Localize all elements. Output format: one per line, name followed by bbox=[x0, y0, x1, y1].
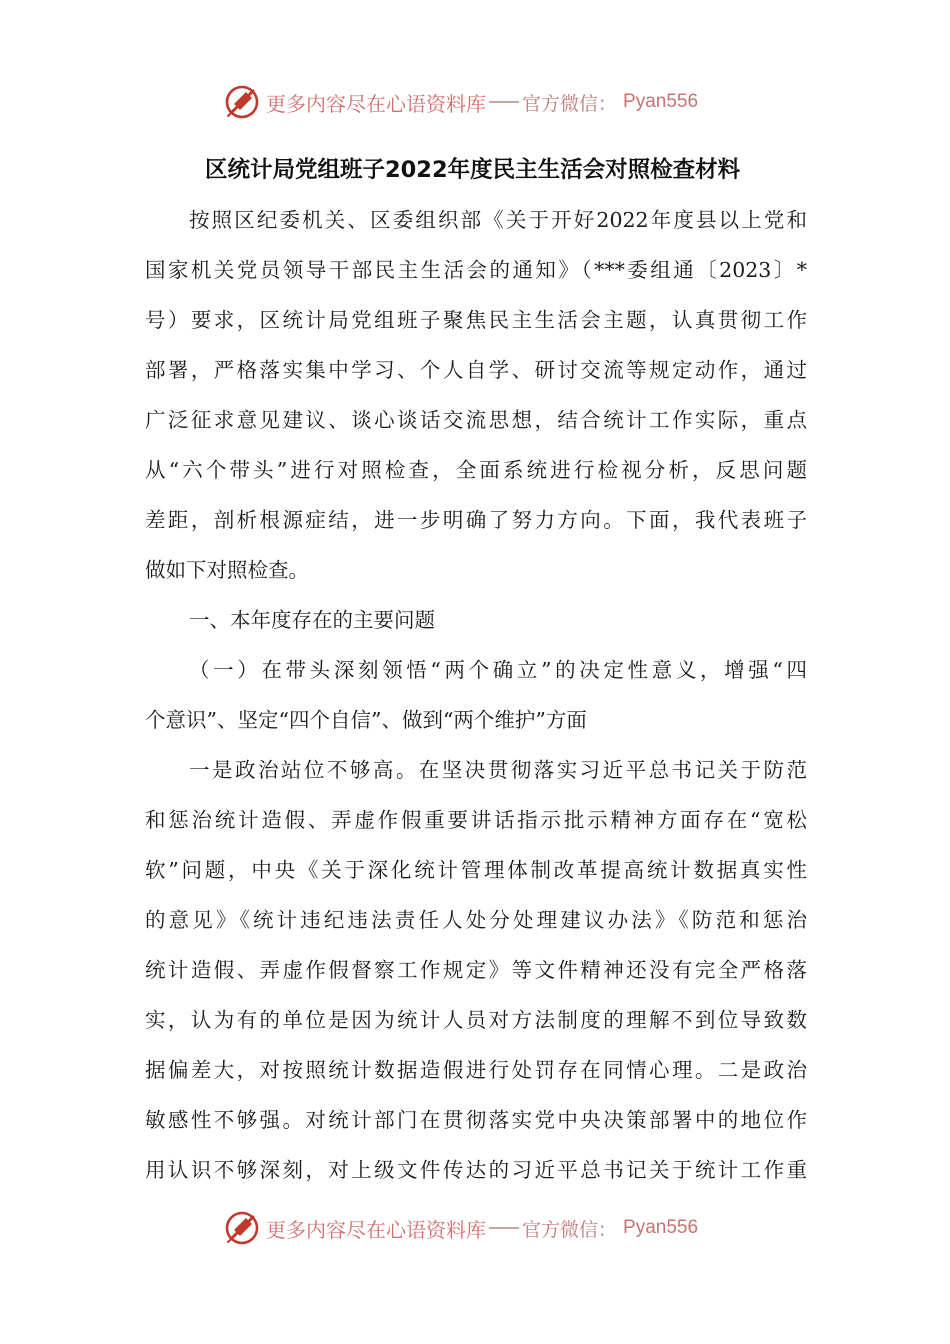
banner-site-name: 更多内容尽在心语资料库 bbox=[266, 91, 486, 116]
section-heading: 一、本年度存在的主要问题 bbox=[189, 608, 435, 632]
banner-wechat-label: 官方微信： bbox=[522, 1218, 618, 1241]
header-banner bbox=[222, 82, 742, 122]
document-title: 区统计局党组班子2022年度民主生活会对照检查材料 bbox=[205, 157, 741, 183]
body-line: 从“六个带头”进行对照检查，全面系统进行检视分析，反思问题 bbox=[145, 458, 807, 482]
body-line: 软”问题，中央《关于深化统计管理体制改革提高统计数据真实性 bbox=[145, 858, 807, 882]
banner-separator bbox=[489, 101, 519, 103]
banner-wechat-label: 官方微信： bbox=[522, 92, 618, 115]
footer-banner bbox=[222, 1208, 742, 1248]
body-line: 敏感性不够强。对统计部门在贯彻落实党中央决策部署中的地位作 bbox=[145, 1108, 807, 1132]
body-line: 部署，严格落实集中学习、个人自学、研讨交流等规定动作，通过 bbox=[145, 358, 807, 382]
banner-wechat-id: Pyan556 bbox=[623, 1217, 699, 1238]
subsection-heading-cont: 个意识”、坚定“四个自信”、做到“两个维护”方面 bbox=[145, 708, 587, 732]
body-line: 的意见》《统计违纪违法责任人处分处理建议办法》《防范和惩治 bbox=[145, 908, 807, 932]
body-line: 号）要求，区统计局党组班子聚焦民主生活会主题，认真贯彻工作 bbox=[145, 308, 807, 332]
pen-logo-icon bbox=[222, 82, 262, 122]
body-line: 一是政治站位不够高。在坚决贯彻落实习近平总书记关于防范 bbox=[189, 758, 807, 782]
banner-wechat-id: Pyan556 bbox=[623, 91, 699, 112]
body-line: 差距，剖析根源症结，进一步明确了努力方向。下面，我代表班子 bbox=[145, 508, 807, 532]
body-line: 用认识不够深刻，对上级文件传达的习近平总书记关于统计工作重 bbox=[145, 1158, 807, 1182]
subsection-heading: （一）在带头深刻领悟“两个确立”的决定性意义，增强“四 bbox=[189, 658, 807, 682]
body-line: 国家机关党员领导干部民主生活会的通知》（***委组通〔2023〕* bbox=[145, 258, 807, 282]
body-line: 按照区纪委机关、区委组织部《关于开好2022年度县以上党和 bbox=[189, 208, 807, 232]
banner-separator bbox=[489, 1227, 519, 1229]
body-line: 据偏差大，对按照统计数据造假进行处罚存在同情心理。二是政治 bbox=[145, 1058, 807, 1082]
pen-logo-icon bbox=[222, 1208, 262, 1248]
body-line: 实，认为有的单位是因为统计人员对方法制度的理解不到位导致数 bbox=[145, 1008, 807, 1032]
body-line: 和惩治统计造假、弄虚作假重要讲话指示批示精神方面存在“宽松 bbox=[145, 808, 807, 832]
body-line: 做如下对照检查。 bbox=[145, 558, 309, 582]
body-line: 广泛征求意见建议、谈心谈话交流思想，结合统计工作实际，重点 bbox=[145, 408, 807, 432]
body-line: 统计造假、弄虚作假督察工作规定》等文件精神还没有完全严格落 bbox=[145, 958, 807, 982]
banner-site-name: 更多内容尽在心语资料库 bbox=[266, 1217, 486, 1242]
